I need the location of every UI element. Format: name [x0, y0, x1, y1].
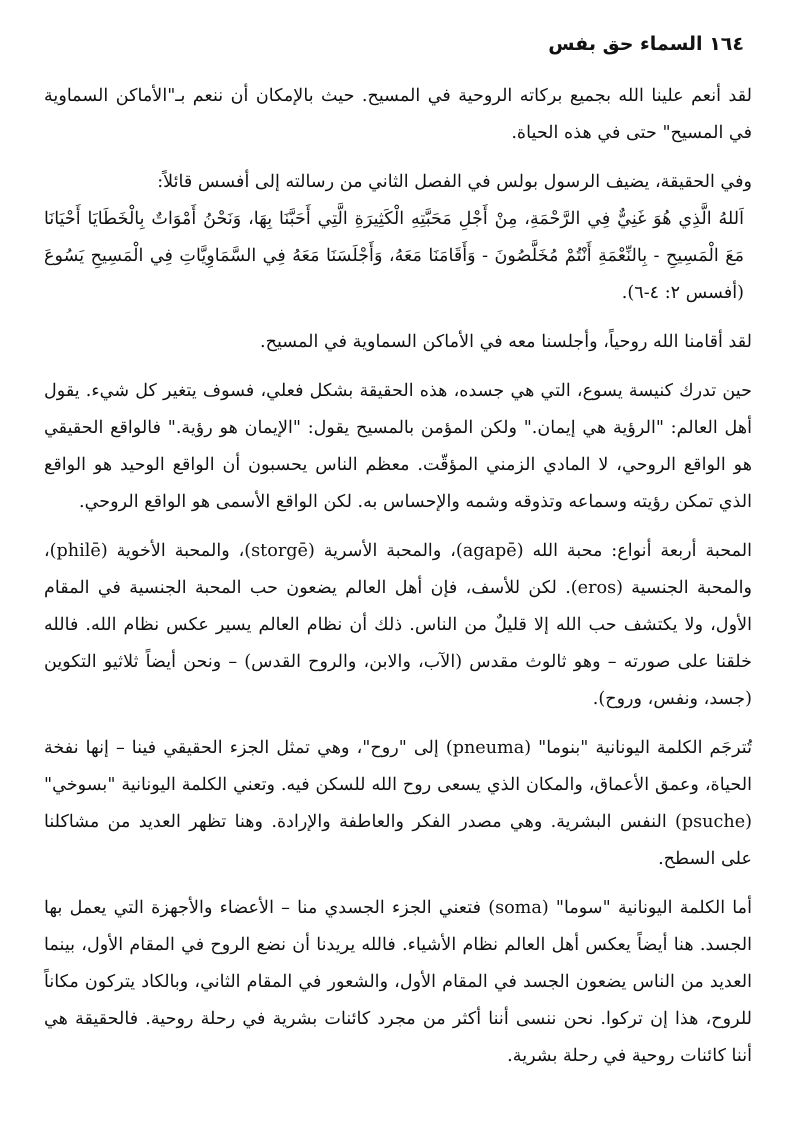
- running-header: [44, 30, 752, 58]
- paragraph-4: حين تدرك كنيسة يسوع، التي هي جسده، هذه الحقيقة بشكل فعلي، فسوف يتغير كل شيء. يقول أهل العالم: "الرؤية هي إيمان." ولكن المؤمن بالمسيح يقول: "الإيمان هو رؤية." فالواقع الحقيقي هو الواقع الروحي، لا المادي الزمني المؤقّت. معظم الناس يحسبون أن الواقع الوحيد هو الواقع الذي تمكن رؤيته وسماعه وتذوقه وشمه والإحساس به. لكن الواقع الأسمى هو الواقع الروحي.: [44, 381, 752, 512]
- paragraph-6: تُترجَم الكلمة اليونانية "بنوما" (pneuma) إلى "روح"، وهي تمثل الجزء الحقيقي فينا – إنها نفخة الحياة، وعمق الأعماق، والمكان الذي يسعى روح الله للسكن فيه. وتعني الكلمة اليونانية "بسوخي" (psuche) النفس البشرية. وهي مصدر الفكر والعاطفة والإرادة. وهنا تظهر العديد من مشاكلنا على السطح.: [44, 738, 753, 869]
- paragraph-1: لقد أنعم علينا الله بجميع بركاته الروحية في المسيح. حيث بالإمكان أن ننعم بـ"الأماكن السماوية في المسيح" حتى في هذه الحياة.: [44, 86, 752, 143]
- paragraph-3: لقد أقامنا الله روحياً، وأجلسنا معه في الأماكن السماوية في المسيح.: [260, 332, 752, 352]
- running-title: السماء حق بفس: [548, 33, 703, 55]
- paragraph-2: وفي الحقيقة، يضيف الرسول بولس في الفصل الثاني من رسالته إلى أفسس قائلاً:: [157, 172, 752, 192]
- paragraph-7: أما الكلمة اليونانية "سوما" (soma) فتعني الجزء الجسدي منا – الأعضاء والأجهزة التي يعمل بها الجسد. هنا أيضاً يعكس أهل العالم نظام الأشياء. فالله يريدنا أن نضع الروح في المقام الأول، بينما العديد من الناس يضعون الجسد في المقام الأول، والشعور في المقام الثاني، وبالكاد يتركون مكاناً للروح، هذا إن تركوا. نحن ننسى أننا أكثر من مجرد كائنات بشرية في رحلة روحية. فالحقيقة هي أننا كائنات روحية في رحلة بشرية.: [44, 898, 752, 1066]
- paragraph-5: المحبة أربعة أنواع: محبة الله (agapē)، والمحبة الأسرية (storgē)، والمحبة الأخوية (philē)، والمحبة الجنسية (eros). لكن للأسف، فإن أهل العالم يضعون حب المحبة الجنسية في المقام الأول، ولا يكتشف حب الله إلا قليلٌ من الناس. ذلك أن نظام العالم يسير عكس نظام الله. فالله خلقنا على صورته – وهو ثالوث مقدس (الآب، والابن، والروح القدس) – ونحن أيضاً ثلاثيو التكوين (جسد، ونفس، وروح).: [44, 541, 752, 709]
- scripture-quote: اَللهُ الَّذِي هُوَ غَنِيٌّ فِي الرَّحْمَةِ، مِنْ أَجْلِ مَحَبَّتِهِ الْكَثِيرَةِ الَّتِي أَحَبَّنَا بِهَا، وَنَحْنُ أَمْوَاتٌ بِالْخَطَايَا أَحْيَانَا مَعَ الْمَسِيحِ - بِالنِّعْمَةِ أَنْتُمْ مُخَلَّصُونَ - وَأَقَامَنَا مَعَهُ، وَأَجْلَسَنَا مَعَهُ فِي السَّمَاوِيَّاتِ فِي الْمَسِيحِ يَسُوعَ (أفسس ٢: ٤-٦).: [44, 209, 744, 303]
- page-number: ١٦٤: [709, 33, 744, 55]
